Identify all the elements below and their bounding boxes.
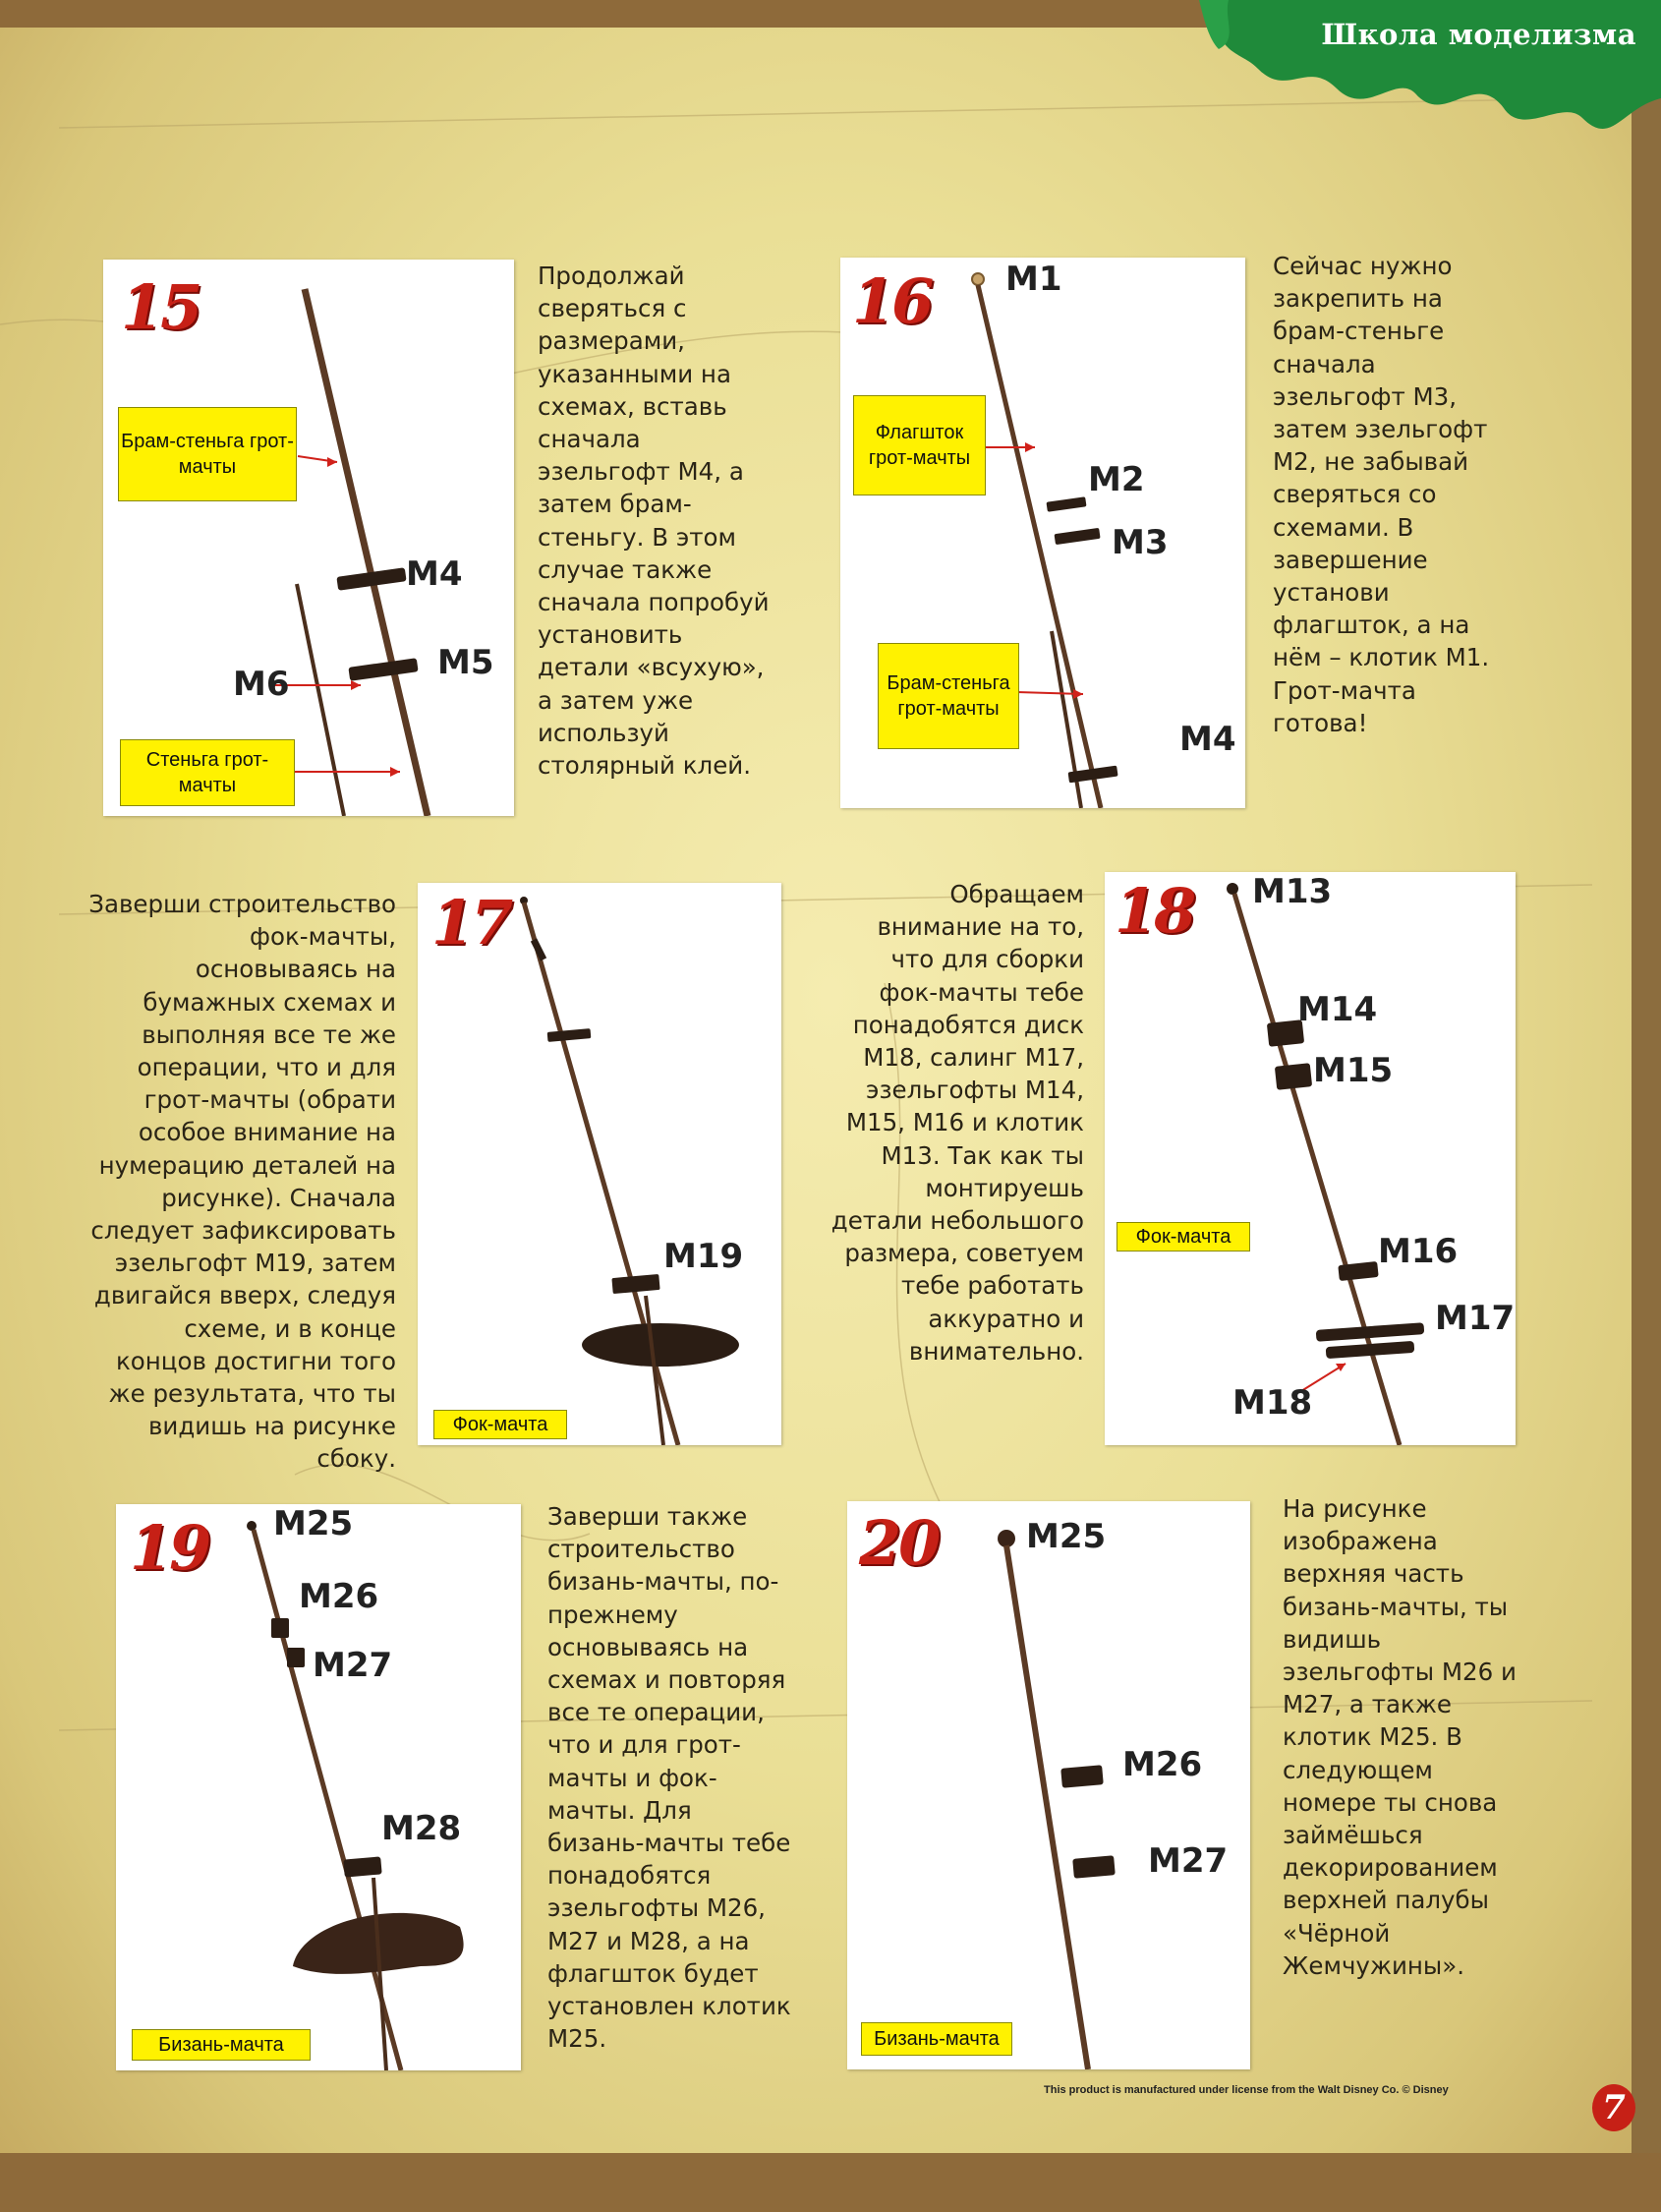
step-17-panel xyxy=(418,883,781,1445)
step-19-panel xyxy=(116,1504,521,2070)
bottom-border xyxy=(0,2153,1661,2212)
callout-foremast: Фок-мачта xyxy=(1117,1222,1250,1252)
step-16-panel xyxy=(840,258,1245,808)
step-17-text: Заверши строительство фок-мачты, основываясь на бумажных схемах и выполняя все те же операции, что и для грот-мачты (обрати особое внимание на нумерацию деталей на рисунке). Сначала следует зафиксировать эзельгофт М19, затем двигайся вверх, следуя схеме, и в конце концов достигни того же результата, что ты видишь на рисунке сбоку. xyxy=(88,890,396,1474)
step-20-panel xyxy=(847,1501,1250,2069)
part-label-m25: M25 xyxy=(273,1504,354,1543)
step-19-text: Заверши также строительство бизань-мачты, по-прежнему основываясь на схемах и повторяя все те операции, что и для грот-мачты и фок-мачты. Для бизань-мачты тебе понадобятся эзельгофты М26, М27 и М28, а на флагшток будет установлен клотик М25. xyxy=(547,1502,791,2054)
step-number: 19 xyxy=(130,1512,209,1584)
part-label-m4: M4 xyxy=(406,554,463,594)
page-number: 7 xyxy=(1592,2084,1635,2131)
part-label-m5: M5 xyxy=(437,643,494,682)
part-label-m13: M13 xyxy=(1252,872,1333,911)
part-label-m3: M3 xyxy=(1112,523,1169,562)
part-label-m25: M25 xyxy=(1026,1517,1107,1556)
part-label-m18: M18 xyxy=(1232,1383,1313,1423)
part-label-m1: M1 xyxy=(1005,260,1062,299)
step-18-panel xyxy=(1105,872,1516,1445)
mast-illustration xyxy=(847,1501,1250,2069)
callout-topmast: Стеньга грот-мачты xyxy=(120,739,295,806)
step-16-text: Сейчас нужно закрепить на брам-стеньге сначала эзельгофт М3, затем эзельгофт М2, не забывай сверяться со схемами. В завершение установи флагшток, а на нём – клотик М1. Грот-мачта готова! xyxy=(1273,252,1490,737)
part-label-m6: M6 xyxy=(233,665,290,704)
part-label-m28: M28 xyxy=(381,1809,462,1848)
step-number: 18 xyxy=(1115,875,1194,947)
step-15-text: Продолжай сверяться с размерами, указанными на схемах, вставь сначала эзельгофт М4, а затем брам-стеньгу. В этом случае также сначала попробуй установить детали «всухую», а затем уже используй столярный клей. xyxy=(538,262,770,781)
part-label-m16: M16 xyxy=(1378,1232,1459,1271)
step-number: 20 xyxy=(859,1507,939,1579)
part-label-m17: M17 xyxy=(1435,1299,1516,1338)
part-label-m2: M2 xyxy=(1088,460,1145,499)
license-footnote: This product is manufactured under license from the Walt Disney Co. © Disney xyxy=(1044,2084,1449,2096)
callout-topgallant-mast: Брам-стеньга грот-мачты xyxy=(878,643,1019,749)
step-15-panel xyxy=(103,260,514,816)
part-label-m14: M14 xyxy=(1297,990,1378,1029)
part-label-m27: M27 xyxy=(1148,1841,1229,1881)
step-number: 17 xyxy=(431,887,511,959)
step-number: 15 xyxy=(121,271,200,343)
mast-illustration xyxy=(1105,872,1516,1445)
step-20-text: На рисунке изображена верхняя часть бизань-мачты, ты видишь эзельгофты М26 и М27, а также клотик М25. В следующем номере ты снова займёшься декорированием верхней палубы «Чёрной Жемчужины». xyxy=(1283,1494,1517,1980)
part-label-m27: M27 xyxy=(313,1646,393,1685)
callout-foremast: Фок-мачта xyxy=(433,1410,567,1439)
step-number: 16 xyxy=(852,265,932,337)
section-title: Школа моделизма xyxy=(1321,18,1636,51)
part-label-m26: M26 xyxy=(1122,1745,1203,1784)
part-label-m26: M26 xyxy=(299,1577,379,1616)
callout-topgallant-mast: Брам-стеньга грот-мачты xyxy=(118,407,297,501)
callout-flagstaff: Флагшток грот-мачты xyxy=(853,395,986,495)
part-label-m4: M4 xyxy=(1179,720,1236,759)
mast-illustration xyxy=(418,883,781,1445)
step-18-text: Обращаем внимание на то, что для сборки фок-мачты тебе понадобятся диск М18, салинг М17, эзельгофты М14, М15, М16 и клотик М13. Так как ты монтируешь детали небольшого размера, советуем тебе работать аккуратно и внимательно. xyxy=(830,880,1084,1366)
callout-mizzen-mast: Бизань-мачта xyxy=(132,2029,311,2061)
part-label-m15: M15 xyxy=(1313,1051,1394,1090)
callout-mizzen-mast: Бизань-мачта xyxy=(861,2022,1012,2056)
part-label-m19: M19 xyxy=(663,1237,744,1276)
